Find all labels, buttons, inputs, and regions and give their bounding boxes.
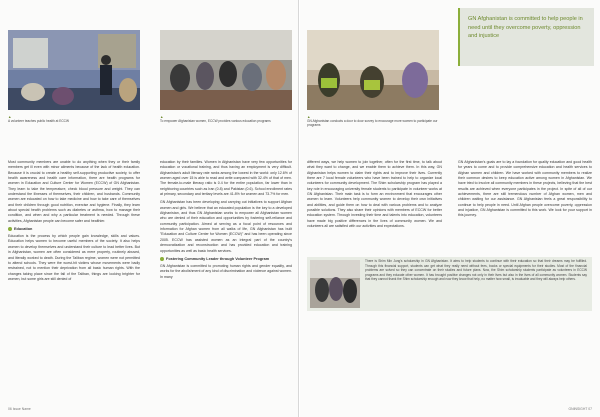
paragraph: different ways, we help women to join together, often for the first time, to talk about what they want to change, and we enable them to achieve them. In this way, GN Afghanistan helps women to claim their rights and to improve their lives. Currently there are 7 local female volunteers who have been trained to help to organize local volunteers for community development. The Shim scholarship program has played a key role in encouraging university female students to participate in volunteer works at GN Afghanistan. Their main task is to form an environment that encourages other women to learn. Volunteers help community women to develop their own initiatives and abilities, and guide them on how to deal with various problems and to analyze possible solutions. They also share their opinions with members of ECCW for better education system. Through investing their time and talents into education, volunteers have made big positive differences in the lives of community women. We and volunteers all are satisfied with our activities and expectations. bbox=[307, 160, 442, 229]
paragraph: GN Afghanistan has been developing and carrying out initiatives to support Afghan women and girls. We believe that an educated population is the key to a developed Afghanistan, and thus GN Afghanistan works to empower all Afghanistan women who are denied of their education and opportunities by fostering self-reliance and community participation. Aimed at serving as a focal point of resources and information for Afghan women from all walks of life, GN Afghanistan has built "Education and Culture Center for Women (ECCW)" and has been operating since 2005. ECCW has assisted women as an integral part of the country's democratization and reconstruction and has provided education and training opportunities as well as basic health services. bbox=[160, 200, 292, 253]
paragraph: GN Afghanistan's goals are to lay a foundation for quality education and good health for years to come and to provide comprehensive education and health services to Afghan women and children. We have worked with community members to realize their common desires to keep education active among women in Afghanistan. We have tried to involve all community members in these projects, believing that the best results are achieved when everyone participates in the project. In spite of all of our achievements, there are still tremendous number of Afghan women, men and children waiting for our assistance. GN Afghanistan feels a great responsibility to continue to help people in need. Until Afghan people overcome poverty, oppression and injustice, GN Afghanistan is committed to this work. We look for your support in this journey. bbox=[458, 160, 592, 218]
caption-arrow-icon: ▲ bbox=[307, 115, 311, 119]
heading-bullet-icon bbox=[160, 257, 164, 261]
footer-right: GNINSIGHT 07 bbox=[568, 407, 592, 411]
article-column-4 bbox=[458, 160, 592, 222]
photo-caption: ▲ A volunteer teaches public health at ECCW bbox=[8, 115, 140, 123]
article-column-3 bbox=[307, 160, 442, 232]
section-heading-education: Education bbox=[8, 227, 140, 232]
caption-arrow-icon: ▲ bbox=[160, 115, 164, 119]
photo-door-survey bbox=[307, 30, 439, 110]
paragraph: GN Afghanistan is committed to promoting human rights and gender equality, and works for the abolishment of any kind of discrimination and violence against women. In many bbox=[160, 263, 292, 279]
photo-education-programs bbox=[160, 30, 292, 110]
article-column-2 bbox=[160, 160, 292, 283]
paragraph: Most community members are unable to do anything when they or their family members get ill even with minor ailments because of the lack of health education. Because it is crucial to create a healthy self-supporting productive society, to offer health awareness and health care information, there are health programs for women in Education and Culture Center for Women (ECCW) of GN Afghanistan. They learn to take the temperature, check blood pressure and weight. They can understand the illnesses of themselves, their children, and husbands. Community women are educated on how to take medicine and how to take care of themselves and their children through good nutrition, exercise and hygiene. Finally, they learn about special health problems such as diabetes or asthma, how to manage their condition, and when and why a particular treatment is needed. Through these activities, Afghanistan people can become safer and healthier. bbox=[8, 160, 140, 223]
caption-arrow-icon: ▲ bbox=[8, 115, 12, 119]
photo-scholarship-students bbox=[310, 260, 360, 308]
photo-caption: ▲ GN Afghanistan conducts a door to door survey to encourage more women to participate our programs bbox=[307, 115, 438, 127]
section-heading-volunteer: Fostering Community Leader through Volunteer Program bbox=[160, 257, 292, 262]
scholarship-text: There is Shim Min Jung's scholarship in GN Afghanistan. It aims to help students to continue with their education so that their dreams may be fulfilled. Through this financial support, students can get what they really need without fees, books or special equipments for their studies. Most of the financial problems are solved so they can concentrate on their studies and future plans. Now, the Shim scholarship students participate as volunteers in ECCW programs and they educate other women. It has brought positive changes not only in their lives but also in the lives of all community women. Students say that they cannot thank the Shim scholarship enough and now they know that help, no matter how small, is invaluable and they will always help others. bbox=[365, 259, 587, 282]
paragraph: Education is the process by which people gain knowledge, skills and values. Education helps women to become useful members of the society. It also helps women to develop themselves and understand their culture to lead better lives. But in Afghanistan, women are often considered as mere property, routinely abused, and literally worked to death. During the Taliban regime, women were not permitted to attend schools. They were the worst-hit victims whose movements were badly restrained, not to mention their deprivation from all basic human rights. With the changes taking place since the fall of the Taliban, things are looking brighter for women, but some girls are still denied of bbox=[8, 234, 140, 281]
photo-caption: ▲ To empower Afghanistan women, ECCW provides various education programs bbox=[160, 115, 292, 123]
heading-bullet-icon bbox=[8, 227, 12, 231]
footer-left: 06 Issue Name bbox=[8, 407, 31, 411]
photo-volunteer-health bbox=[8, 30, 140, 110]
pull-quote: GN Afghanistan is committed to help people in need until they overcome poverty, oppression and injustice bbox=[458, 8, 594, 66]
paragraph: education by their families. Women in Afghanistan have very few opportunities for education or vocational training, and thus having an employment is very difficult. Afghanistan's adult literacy rate ranks among the lowest in the world: only 12.6% of women aged over 15 is able to read and write compared with 32.4% of that of men. The female-to-male literacy ratio is 0.4 for the entire population, far lower than in neighboring countries such as Iran (0.8) and Pakistan (0.6). School enrollment rates at primary, secondary and tertiary levels are 41.8% for women and 73.7% for men. bbox=[160, 160, 292, 197]
article-column-1 bbox=[8, 160, 140, 285]
